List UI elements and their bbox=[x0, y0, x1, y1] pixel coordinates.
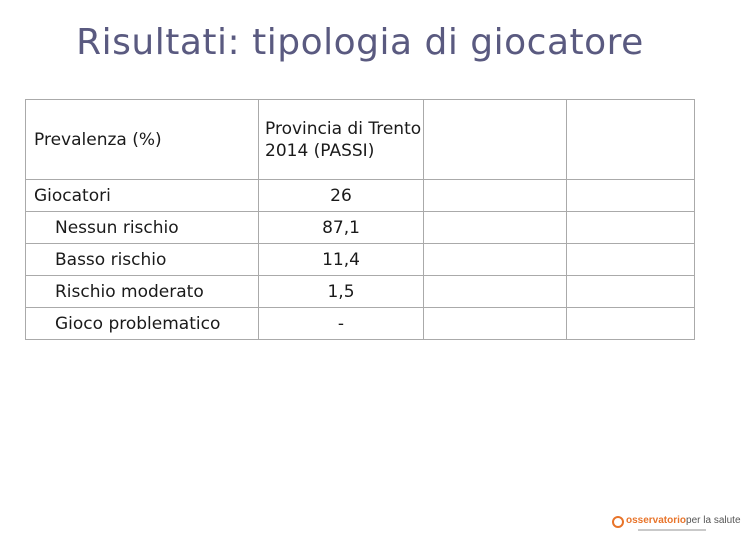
table-row bbox=[26, 276, 695, 308]
row-label: Basso rischio bbox=[26, 244, 259, 276]
row-value: 1,5 bbox=[259, 276, 424, 308]
empty-cell bbox=[424, 212, 567, 244]
table-row bbox=[26, 212, 695, 244]
row-value: 11,4 bbox=[259, 244, 424, 276]
logo-brand-accent: osservatorio bbox=[626, 515, 687, 526]
row-label: Giocatori bbox=[26, 180, 259, 212]
logo-mark-icon bbox=[612, 516, 624, 528]
row-label: Rischio moderato bbox=[26, 276, 259, 308]
column-header-trento-2014: Provincia di Trento 2014 (PASSI) bbox=[259, 100, 424, 180]
empty-cell bbox=[424, 308, 567, 340]
empty-cell bbox=[424, 276, 567, 308]
table-row bbox=[26, 244, 695, 276]
table-row bbox=[26, 308, 695, 340]
empty-cell bbox=[567, 244, 695, 276]
row-label: Gioco problematico bbox=[26, 308, 259, 340]
logo-text bbox=[626, 515, 741, 526]
slide-title: Risultati: tipologia di giocatore bbox=[76, 22, 644, 63]
row-value: 87,1 bbox=[259, 212, 424, 244]
table-header-row bbox=[26, 100, 695, 180]
row-value: 26 bbox=[259, 180, 424, 212]
prevalence-header: Prevalenza (%) bbox=[26, 100, 259, 180]
results-table bbox=[25, 99, 695, 340]
table-row bbox=[26, 180, 695, 212]
empty-cell bbox=[567, 180, 695, 212]
row-label: Nessun rischio bbox=[26, 212, 259, 244]
row-value: - bbox=[259, 308, 424, 340]
osservatorio-logo bbox=[612, 514, 741, 538]
empty-header-cell bbox=[567, 100, 695, 180]
empty-cell bbox=[567, 308, 695, 340]
empty-header-cell bbox=[424, 100, 567, 180]
empty-cell bbox=[567, 276, 695, 308]
empty-cell bbox=[424, 180, 567, 212]
empty-cell bbox=[567, 212, 695, 244]
logo-brand-rest: per la salute bbox=[686, 515, 741, 526]
empty-cell bbox=[424, 244, 567, 276]
logo-subline bbox=[638, 529, 706, 531]
